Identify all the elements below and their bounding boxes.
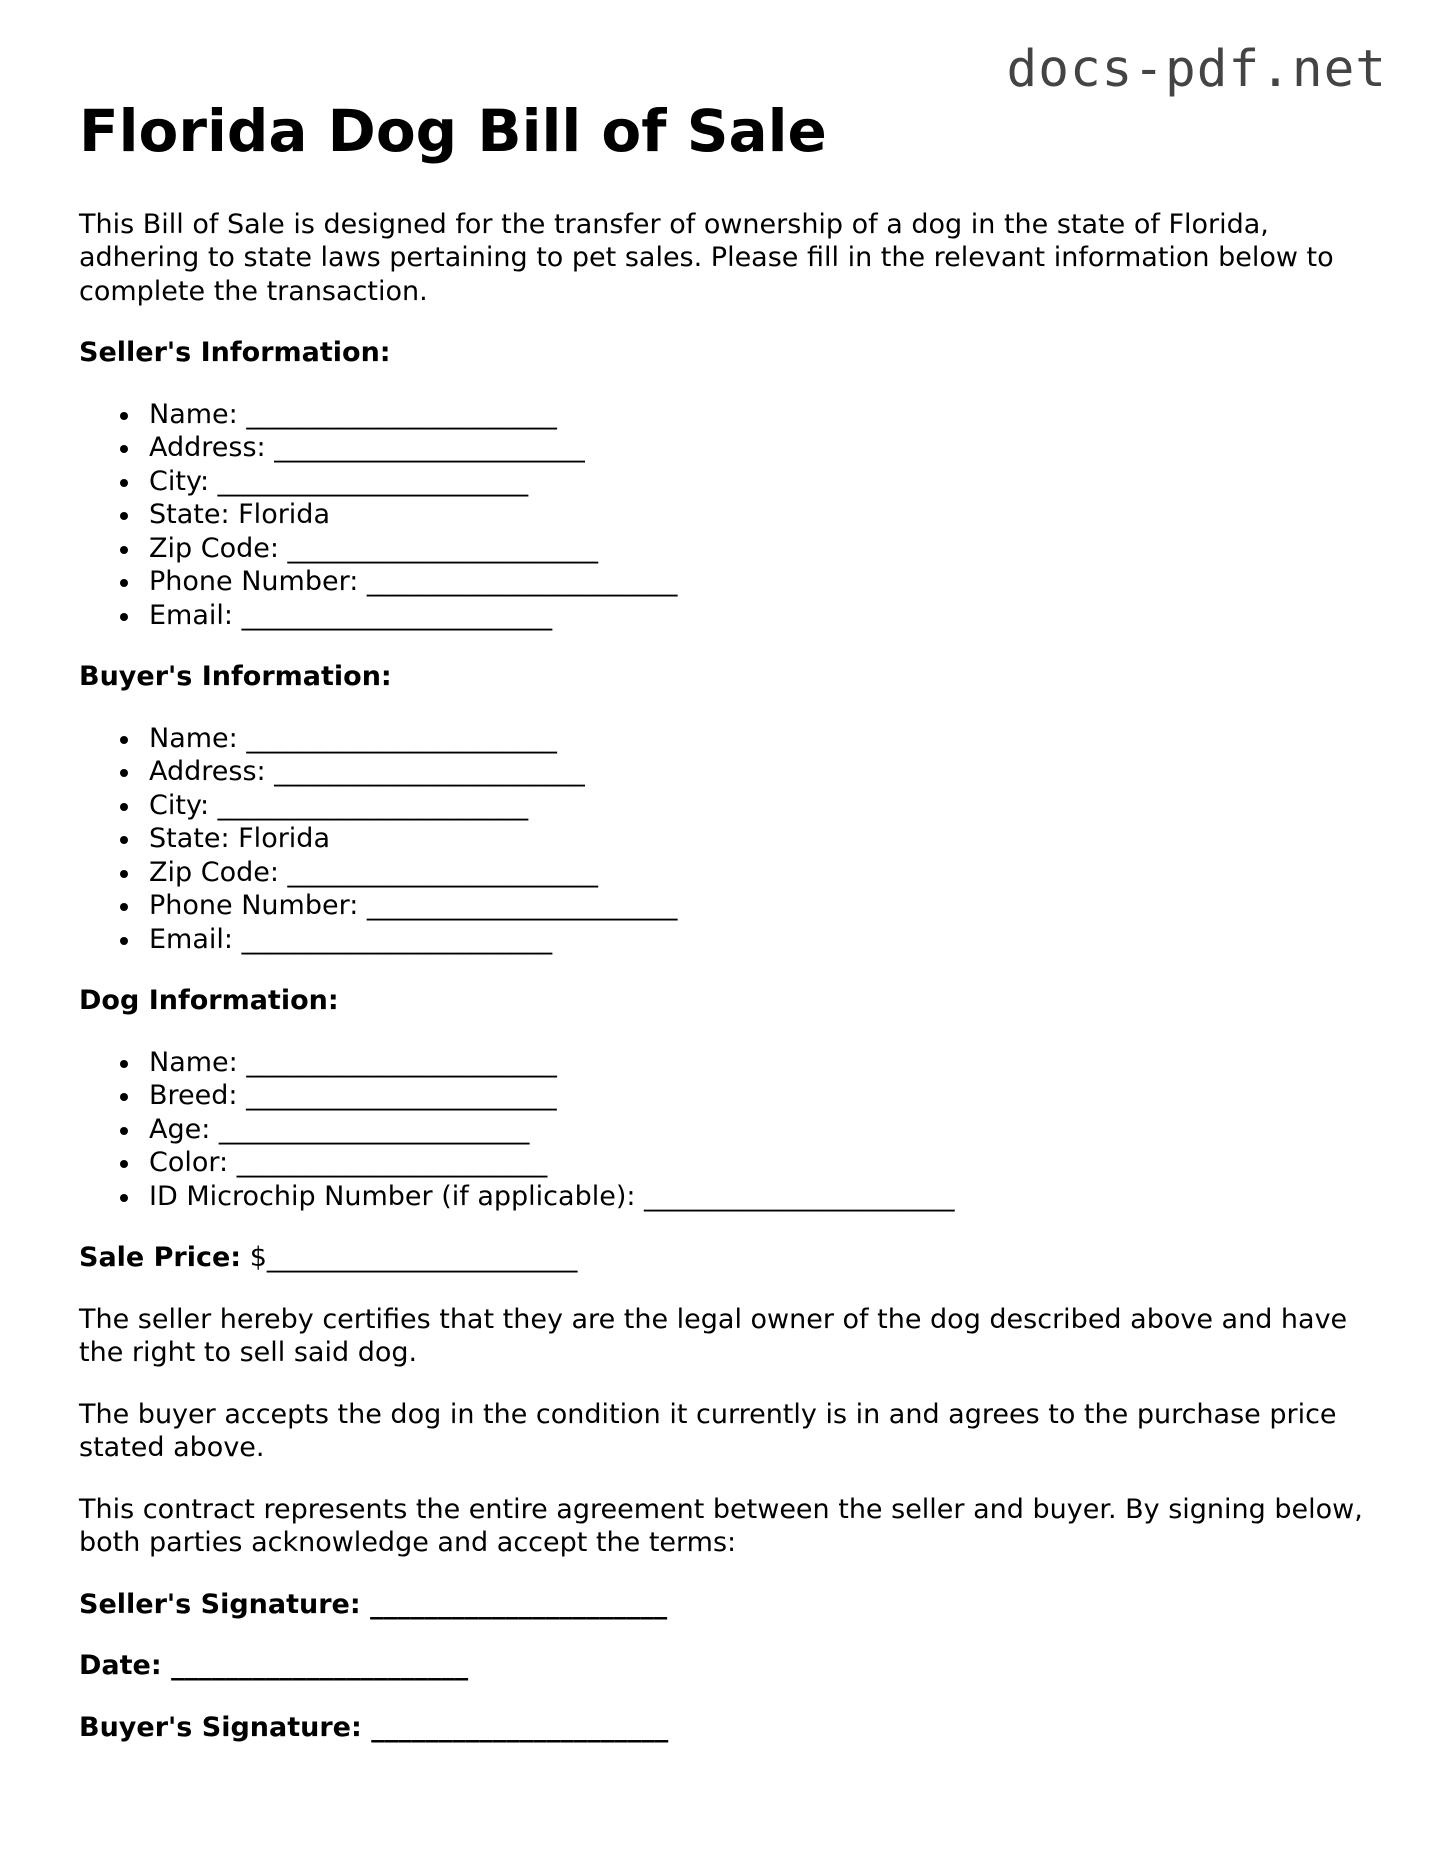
dog-color-blank[interactable]: _______________________ bbox=[236, 1147, 548, 1179]
field-label: State: bbox=[149, 499, 239, 531]
buyer-state-item bbox=[149, 822, 1369, 856]
watermark: docs-pdf.net bbox=[1006, 40, 1387, 99]
seller-zip-item bbox=[149, 532, 1369, 566]
field-label: Zip Code: bbox=[149, 532, 288, 564]
seller-email-item bbox=[149, 599, 1369, 633]
seller-address-blank[interactable]: _______________________ bbox=[274, 432, 585, 464]
field-label: Breed: bbox=[149, 1080, 247, 1112]
seller-state-value: Florida bbox=[238, 499, 330, 531]
buyer-email-blank[interactable]: _______________________ bbox=[241, 923, 553, 955]
field-label: Color: bbox=[149, 1147, 237, 1179]
seller-fields-list bbox=[79, 398, 1369, 633]
dog-breed-blank[interactable]: _______________________ bbox=[246, 1080, 557, 1112]
seller-signature-line bbox=[79, 1588, 1369, 1622]
dog-age-item bbox=[149, 1113, 1369, 1147]
dog-name-item bbox=[149, 1046, 1369, 1080]
seller-phone-blank[interactable]: _______________________ bbox=[366, 566, 678, 598]
seller-address-item bbox=[149, 431, 1369, 465]
seller-city-blank[interactable]: _______________________ bbox=[217, 465, 529, 497]
buyer-zip-blank[interactable]: _______________________ bbox=[287, 856, 599, 888]
date-line bbox=[79, 1649, 1369, 1683]
field-label: City: bbox=[149, 789, 218, 821]
buyer-signature-label: Buyer's Signature: bbox=[79, 1711, 372, 1743]
document-page bbox=[79, 97, 1369, 1744]
buyer-zip-item bbox=[149, 856, 1369, 890]
sale-price-label: Sale Price: bbox=[79, 1242, 242, 1274]
buyer-address-item bbox=[149, 755, 1369, 789]
seller-zip-blank[interactable]: _______________________ bbox=[287, 532, 599, 564]
dog-fields-list bbox=[79, 1046, 1369, 1214]
buyer-name-item bbox=[149, 722, 1369, 756]
buyer-signature-blank[interactable]: ______________________ bbox=[371, 1711, 669, 1743]
certify-paragraph: The seller hereby certifies that they are the legal owner of the dog described above and have the right to sell said dog. bbox=[79, 1303, 1348, 1369]
seller-email-blank[interactable]: _______________________ bbox=[241, 599, 553, 631]
sale-price-line bbox=[79, 1241, 1369, 1275]
dog-breed-item bbox=[149, 1079, 1369, 1113]
field-label: Address: bbox=[149, 432, 275, 464]
field-label: City: bbox=[149, 465, 218, 497]
seller-phone-item bbox=[149, 565, 1369, 599]
field-label: Zip Code: bbox=[149, 856, 288, 888]
buyer-state-value: Florida bbox=[238, 823, 330, 855]
field-label: State: bbox=[149, 823, 239, 855]
buyer-city-blank[interactable]: _______________________ bbox=[217, 789, 529, 821]
date-label: Date: bbox=[79, 1650, 172, 1682]
seller-section-heading: Seller's Information: bbox=[79, 337, 391, 369]
date-blank[interactable]: ______________________ bbox=[171, 1650, 469, 1682]
field-label: ID Microchip Number (if applicable): bbox=[149, 1180, 645, 1212]
seller-state-item bbox=[149, 498, 1369, 532]
seller-name-blank[interactable]: _______________________ bbox=[246, 398, 557, 430]
field-label: Name: bbox=[149, 1046, 247, 1078]
seller-name-item bbox=[149, 398, 1369, 432]
field-label: Name: bbox=[149, 722, 247, 754]
intro-paragraph: This Bill of Sale is designed for the transfer of ownership of a dog in the state of Florida, adhering to state laws pertaining to pet sales. Please fill in the relevant information below to complete the transaction. bbox=[79, 208, 1334, 307]
buyer-signature-line bbox=[79, 1711, 1369, 1745]
dog-microchip-blank[interactable]: _______________________ bbox=[644, 1180, 955, 1212]
buyer-fields-list bbox=[79, 722, 1369, 957]
sale-price-blank[interactable]: $_______________________ bbox=[241, 1242, 578, 1274]
field-label: Address: bbox=[149, 756, 275, 788]
accept-paragraph: The buyer accepts the dog in the condition it currently is in and agrees to the purchase price stated above. bbox=[79, 1398, 1337, 1464]
buyer-section-heading: Buyer's Information: bbox=[79, 661, 392, 693]
buyer-phone-item bbox=[149, 889, 1369, 923]
buyer-city-item bbox=[149, 789, 1369, 823]
buyer-email-item bbox=[149, 923, 1369, 957]
seller-signature-label: Seller's Signature: bbox=[79, 1588, 371, 1620]
field-label: Age: bbox=[149, 1113, 219, 1145]
dog-microchip-item bbox=[149, 1180, 1369, 1214]
buyer-phone-blank[interactable]: _______________________ bbox=[366, 890, 678, 922]
dog-color-item bbox=[149, 1146, 1369, 1180]
contract-paragraph: This contract represents the entire agreement between the seller and buyer. By signing below, both parties acknowledge and accept the terms: bbox=[79, 1493, 1363, 1559]
field-label: Phone Number: bbox=[149, 890, 367, 922]
field-label: Email: bbox=[149, 923, 242, 955]
seller-city-item bbox=[149, 465, 1369, 499]
buyer-address-blank[interactable]: _______________________ bbox=[274, 756, 585, 788]
field-label: Name: bbox=[149, 398, 247, 430]
field-label: Phone Number: bbox=[149, 566, 367, 598]
seller-signature-blank[interactable]: ______________________ bbox=[370, 1588, 668, 1620]
dog-age-blank[interactable]: _______________________ bbox=[218, 1113, 530, 1145]
dog-name-blank[interactable]: _______________________ bbox=[246, 1046, 557, 1078]
dog-section-heading: Dog Information: bbox=[79, 985, 339, 1017]
document-title: Florida Dog Bill of Sale bbox=[79, 97, 827, 165]
buyer-name-blank[interactable]: _______________________ bbox=[246, 722, 557, 754]
field-label: Email: bbox=[149, 599, 242, 631]
